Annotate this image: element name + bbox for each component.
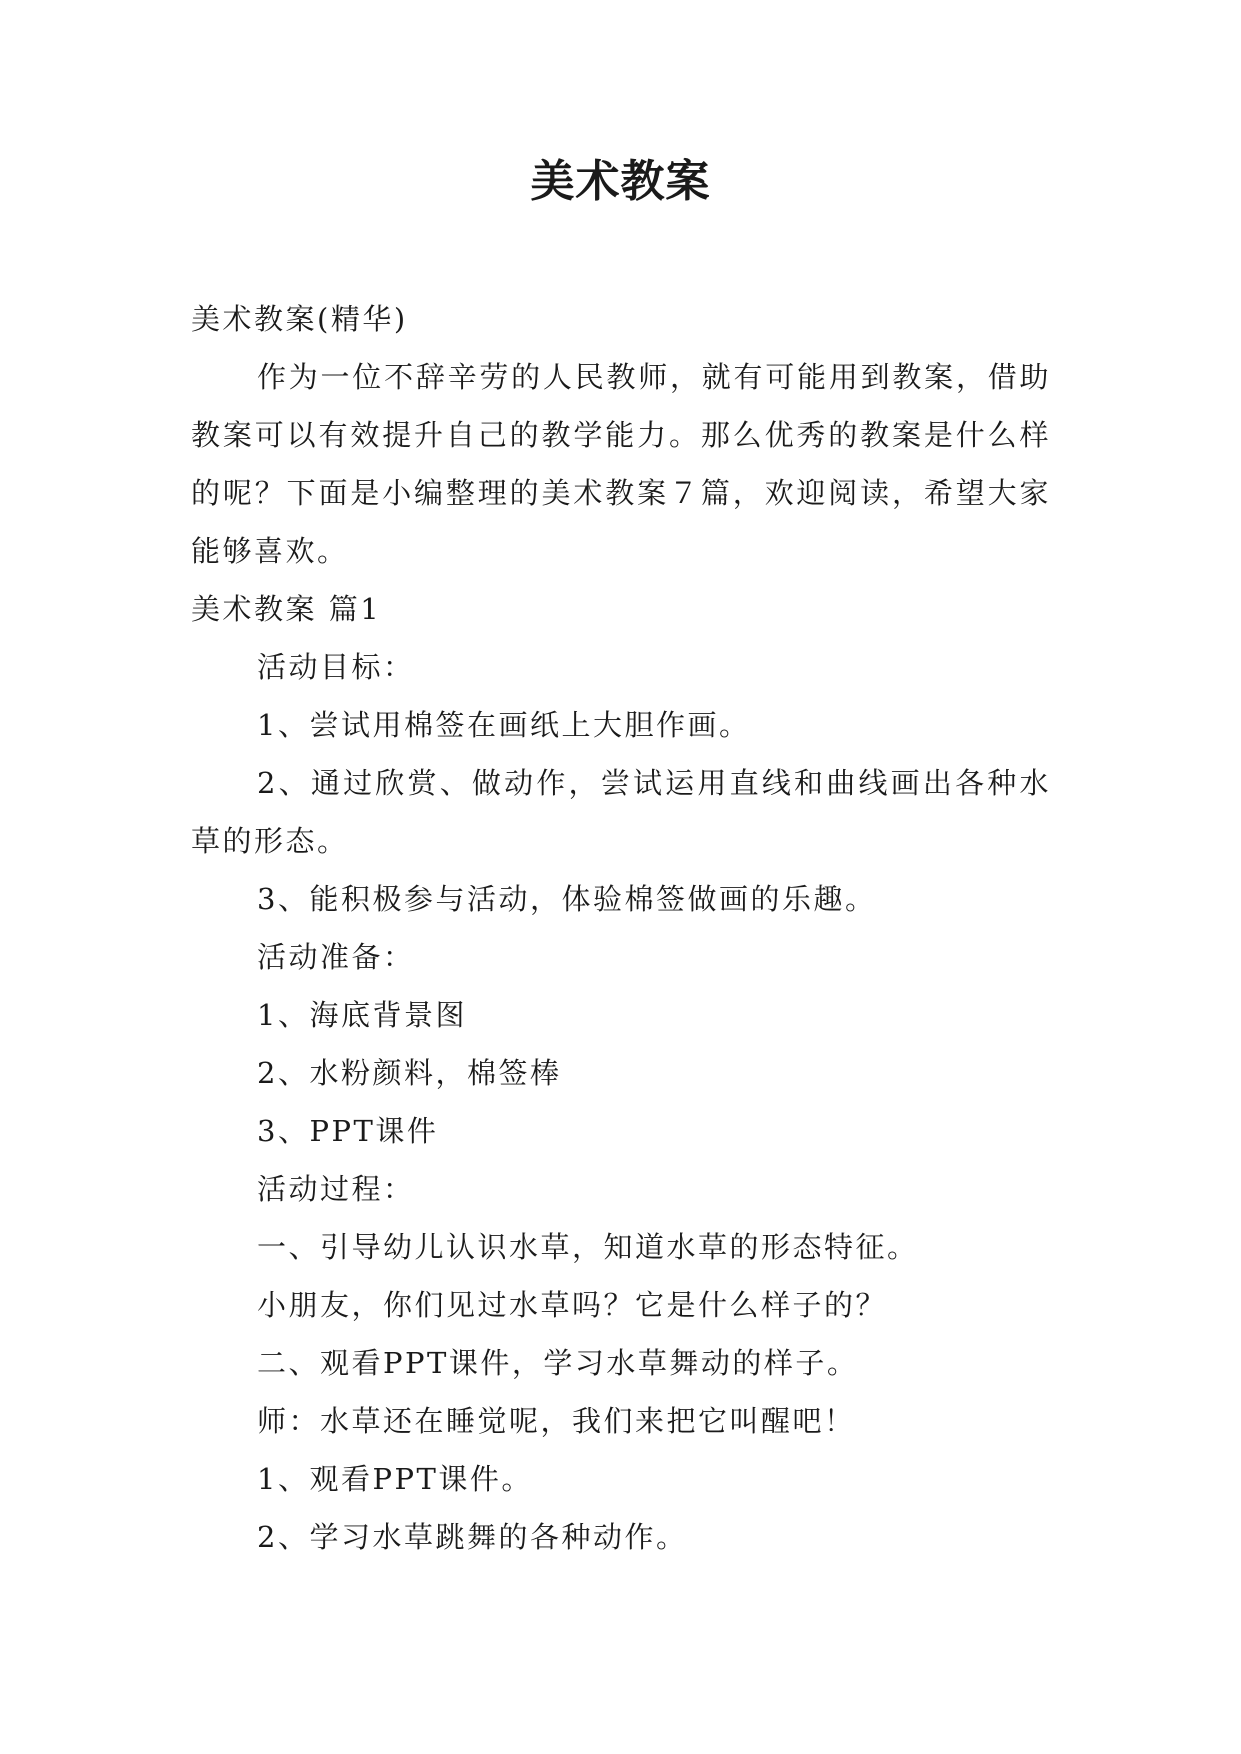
subtitle-paragraph: 美术教案(精华) — [191, 302, 408, 336]
goal-item-3: 3、能积极参与活动，体验棉签做画的乐趣。 — [257, 882, 877, 916]
document-title: 美术教案 — [530, 156, 711, 207]
activity-goals-heading: 活动目标： — [257, 650, 415, 684]
substep-1: 1、观看PPT课件。 — [257, 1462, 533, 1496]
substep-2: 2、学习水草跳舞的各种动作。 — [257, 1520, 688, 1554]
process-step-2: 二、观看PPT课件，学习水草舞动的样子。 — [257, 1346, 859, 1380]
prep-item-1: 1、海底背景图 — [257, 998, 467, 1032]
section-heading: 美术教案 篇1 — [191, 592, 382, 626]
prep-item-3: 3、PPT课件 — [257, 1114, 439, 1148]
goal-item-2: 2、通过欣赏、做动作，尝试运用直线和曲线画出各种水草的形态。 — [191, 766, 1051, 858]
activity-process-heading: 活动过程： — [257, 1172, 415, 1206]
goal-item-1: 1、尝试用棉签在画纸上大胆作画。 — [257, 708, 751, 742]
activity-prep-heading: 活动准备： — [257, 940, 415, 974]
process-question: 小朋友，你们见过水草吗？它是什么样子的？ — [257, 1288, 888, 1322]
teacher-line: 师：水草还在睡觉呢，我们来把它叫醒吧！ — [257, 1404, 856, 1438]
intro-paragraph: 作为一位不辞辛劳的人民教师，就有可能用到教案，借助教案可以有效提升自己的教学能力。那么优秀的教案是什么样的呢？下面是小编整理的美术教案７篇，欢迎阅读，希望大家能够喜欢。 — [191, 360, 1051, 568]
document-body — [191, 290, 1051, 1566]
prep-item-2: 2、水粉颜料，棉签棒 — [257, 1056, 562, 1090]
process-step-1: 一、引导幼儿认识水草，知道水草的形态特征。 — [257, 1230, 919, 1264]
